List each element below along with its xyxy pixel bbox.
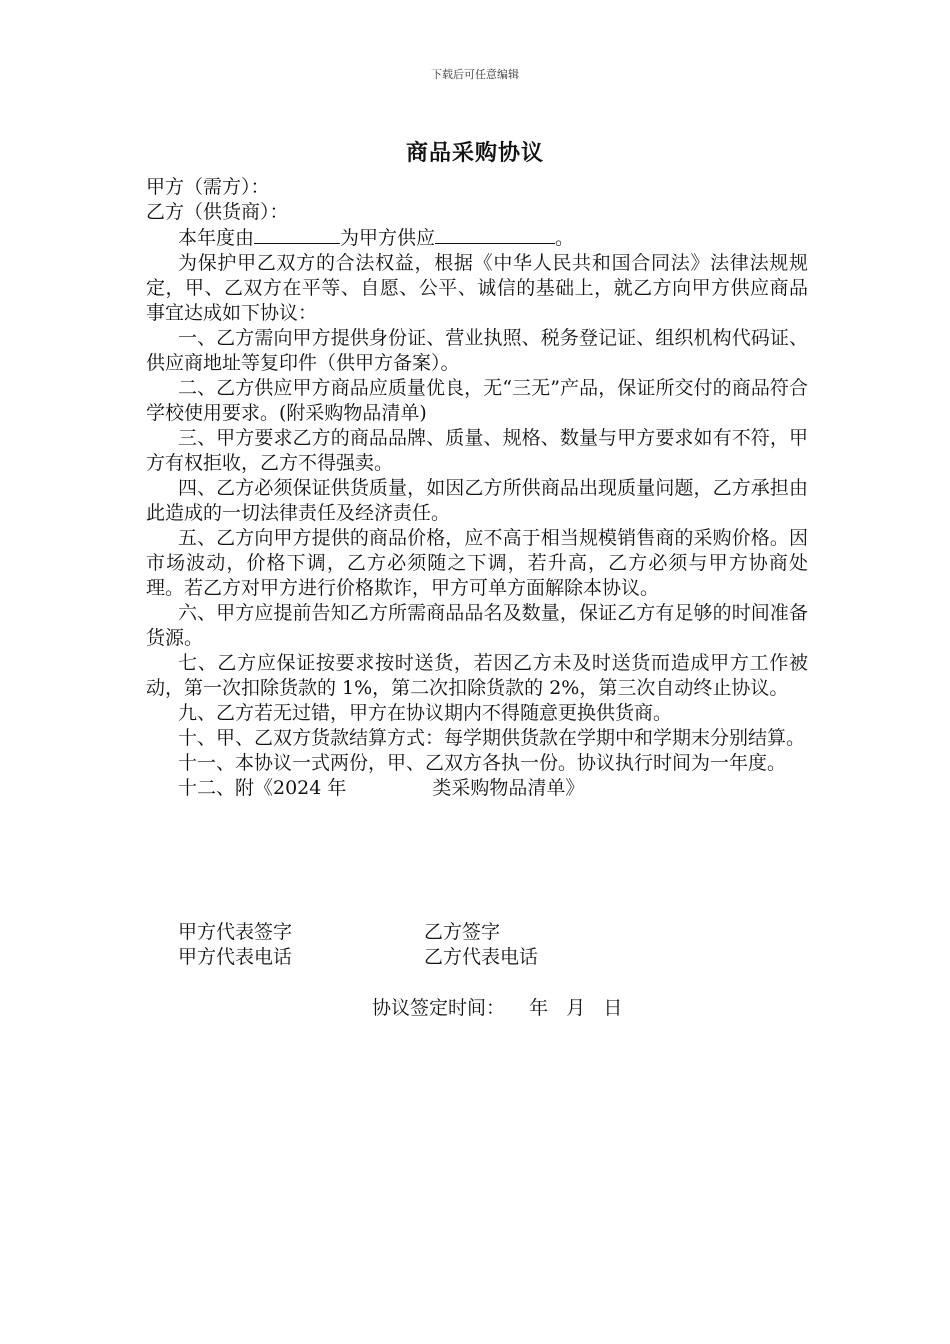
party-a-phone-label: 甲方代表电话	[178, 946, 293, 968]
clause-3: 三、甲方要求乙方的商品品牌、质量、规格、数量与甲方要求如有不符，甲方有权拒收，乙方不得强卖。	[146, 427, 808, 474]
party-a-line: 甲方（需方）：	[146, 176, 270, 198]
sign-date: 协议签定时间： 年 月 日	[372, 997, 623, 1019]
signature-block	[178, 920, 538, 970]
supplier-blank	[254, 225, 340, 244]
appendix-part2: 类采购物品清单》	[432, 777, 585, 799]
supply-line	[146, 225, 808, 251]
supply-line-part1: 本年度由	[178, 227, 255, 249]
header-note: 下载后可任意编辑	[431, 68, 519, 81]
clause-11: 十一、本协议一式两份，甲、乙双方各执一份。协议执行时间为一年度。	[178, 752, 787, 774]
clause-5: 五、乙方向甲方提供的商品价格，应不高于相当规模销售商的采购价格。因市场波动，价格下调，乙方必须随之下调，若升高，乙方必须与甲方协商处理。若乙方对甲方进行价格欺诈，甲方可单方面解除本协议。	[146, 527, 808, 599]
clause-1: 一、乙方需向甲方提供身份证、营业执照、税务登记证、组织机构代码证、供应商地址等复印件（供甲方备案）。	[146, 327, 808, 374]
page-title: 商品采购协议	[405, 140, 544, 166]
supply-line-part3: 。	[555, 227, 575, 249]
signature-row	[178, 920, 538, 945]
clause-10: 十、甲、乙双方货款结算方式：每学期供货款在学期中和学期末分别结算。	[178, 727, 806, 749]
goods-blank	[435, 225, 555, 244]
party-a-signature-label: 甲方代表签字	[178, 921, 293, 943]
party-b-signature-label: 乙方签字	[424, 921, 501, 943]
clause-2: 二、乙方供应甲方商品应质量优良，无“三无”产品，保证所交付的商品符合学校使用要求。(附采购物品清单)	[146, 377, 808, 424]
party-b-line: 乙方（供货商）：	[146, 201, 289, 223]
phone-row	[178, 945, 538, 970]
supply-line-part2: 为甲方供应	[340, 227, 436, 249]
appendix-part1: 十二、附《2024 年	[178, 777, 347, 799]
document-body	[146, 175, 808, 801]
clause-preamble: 为保护甲乙双方的合法权益，根据《中华人民共和国合同法》法律法规规定，甲、乙双方在平等、自愿、公平、诚信的基础上，就乙方向甲方供应商品事宜达成如下协议：	[146, 252, 808, 324]
clause-9: 九、乙方若无过错，甲方在协议期内不得随意更换供货商。	[178, 702, 673, 724]
party-b-phone-label: 乙方代表电话	[424, 946, 539, 968]
clause-12	[146, 776, 808, 801]
clause-4: 四、乙方必须保证供货质量，如因乙方所供商品出现质量问题，乙方承担由此造成的一切法律责任及经济责任。	[146, 477, 808, 524]
clause-7: 七、乙方应保证按要求按时送货，若因乙方未及时送货而造成甲方工作被动，第一次扣除货款的 1%，第二次扣除货款的 2%，第三次自动终止协议。	[146, 652, 808, 699]
clause-6: 六、甲方应提前告知乙方所需商品品名及数量，保证乙方有足够的时间准备货源。	[146, 602, 808, 649]
